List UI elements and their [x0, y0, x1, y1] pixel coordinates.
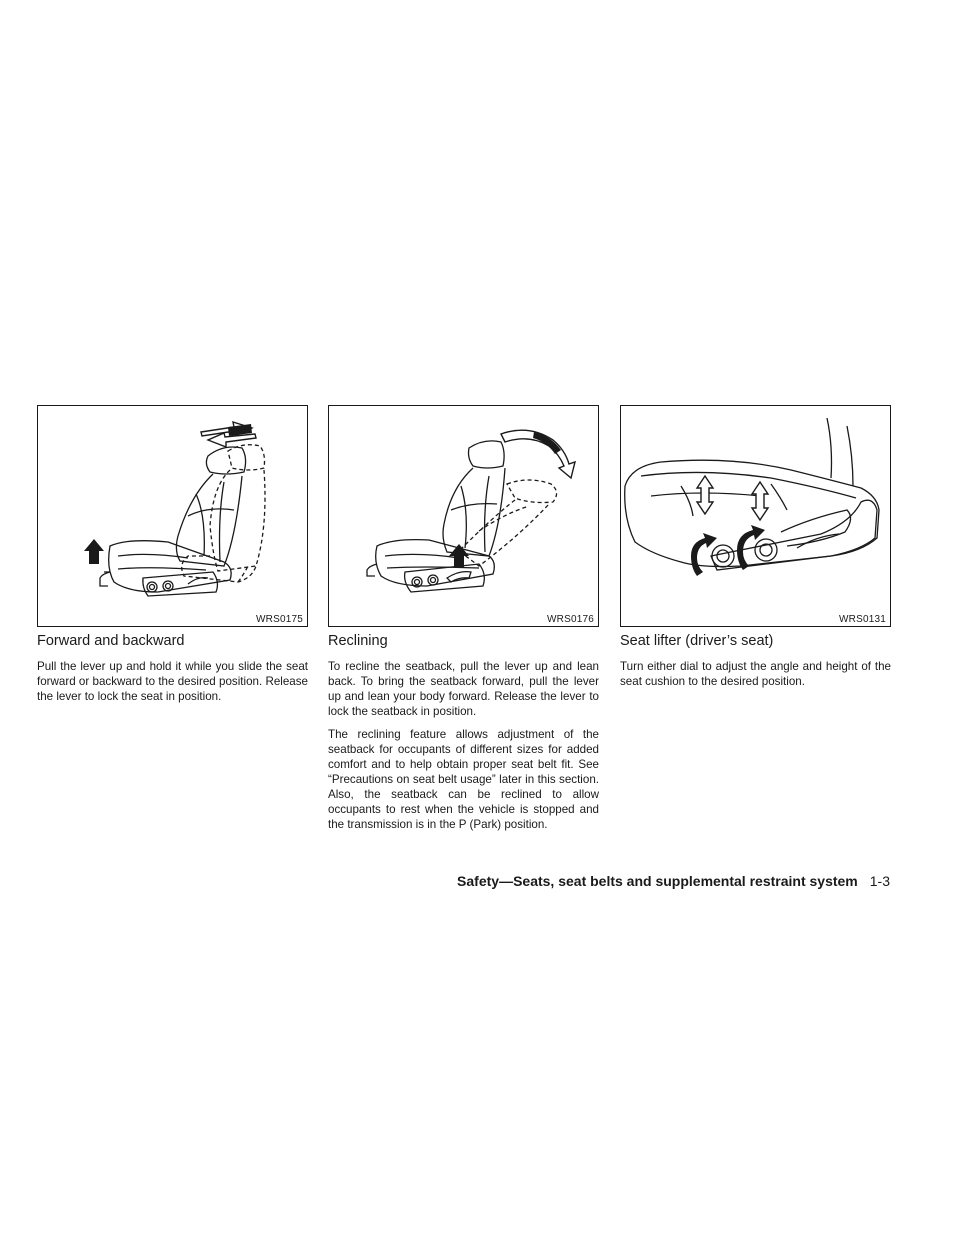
seat-recline-drawing [329, 406, 598, 626]
section-paragraph: Turn either dial to adjust the angle and height of the seat cushion to the desired position. [620, 660, 891, 688]
section-heading: Forward and backward [37, 633, 185, 649]
section-heading: Reclining [328, 633, 388, 649]
seat-recline-illustration [328, 405, 599, 627]
seat-lifter-drawing [621, 406, 890, 626]
section-reclining [328, 405, 599, 832]
figure-code: WRS0131 [839, 614, 886, 625]
page-number: 1-3 [869, 873, 890, 889]
section-paragraph: The reclining feature allows adjustment of the seatback for occupants of different sizes for added comfort and to help obtain proper seat belt fit. See “Precautions on seat belt usage” later in this section. Also, the seatback can be reclined to allow occupants to rest when the vehicle is stopped and the transmission is in the P (Park) position. [328, 728, 599, 831]
figure-code: WRS0175 [256, 614, 303, 625]
section-seat-lifter [620, 405, 891, 689]
footer-section-title: Safety—Seats, seat belts and supplemental restraint system [457, 873, 858, 889]
section-heading: Seat lifter (driver’s seat) [620, 633, 774, 649]
section-forward-backward [37, 405, 308, 704]
figure-code: WRS0176 [547, 614, 594, 625]
seat-slide-drawing [38, 406, 307, 626]
page-footer [457, 872, 890, 890]
seat-slide-illustration [37, 405, 308, 627]
section-paragraph: Pull the lever up and hold it while you slide the seat forward or backward to the desired position. Release the lever to lock the seat in position. [37, 660, 308, 703]
section-paragraph: To recline the seatback, pull the lever up and lean back. To bring the seatback forward, pull the lever up and lean your body forward. Release the lever to lock the seatback in position. [328, 660, 599, 718]
seat-lifter-illustration [620, 405, 891, 627]
